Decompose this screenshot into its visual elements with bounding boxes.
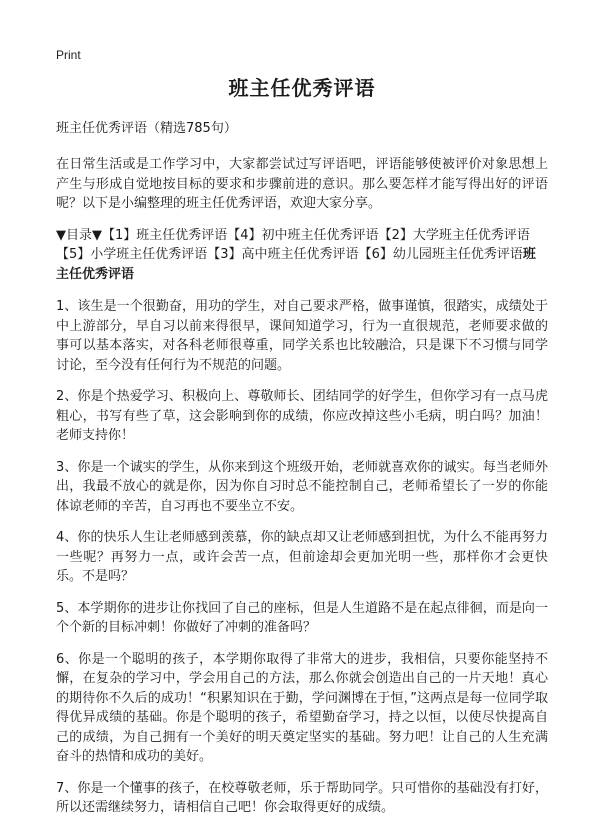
comment-paragraph: 1、该生是一个很勤奋，用功的学生，对自己要求严格，做事谨慎，很踏实，成绩处于中上游部分，早自习以前来得很早，课间知道学习，行为一直很规范，老师要求做的事可以基本落实，对各科老师很尊重，同学关系也比较融洽，只是课下不习惯与同学讨论，至今没有任何行为不规范的问题。: [56, 299, 548, 373]
toc-current-section: 班主任优秀评语: [56, 247, 536, 282]
comment-paragraph: 6、你是一个聪明的孩子，本学期你取得了非常大的进步，我相信，只要你能坚持不懈，在复杂的学习中，学会用自己的方法，那么你就会创造出自己的一片天地！真心的期待你不久后的成功！“积累知识在于勤，学问渊博在于恒，”这两点是每一位同学取得优异成绩的基础。你是个聪明的孩子，希望勤奋学习，持之以恒，以使尽快提高自己的成绩，为自己拥有一个美好的明天奠定坚实的基础。努力吧！让自己的人生充满奋斗的热情和成功的美好。: [56, 651, 548, 764]
document-body: [56, 72, 548, 830]
toc-link-2[interactable]: 【2】大学班主任优秀评语: [378, 227, 530, 243]
toc-link-3[interactable]: 【3】高中班主任优秀评语: [207, 247, 359, 262]
table-of-contents: [56, 226, 548, 285]
comment-paragraph: 4、你的快乐人生让老师感到羡慕，你的缺点却又让老师感到担忧，为什么不能再努力一些呢？再努力一点，或许会苦一点，但前途却会更加光明一些，那样你才会更快乐。不是吗？: [56, 530, 548, 584]
toc-link-5[interactable]: 【5】小学班主任优秀评语: [56, 247, 208, 262]
toc-prefix: ▼目录▼: [56, 227, 102, 243]
comment-paragraph: 7、你是一个懂事的孩子，在校尊敬老师，乐于帮助同学。只可惜你的基础没有打好，所以还需继续努力，请相信自己吧！你会取得更好的成绩。: [56, 780, 548, 815]
toc-link-4[interactable]: 【4】初中班主任优秀评语: [227, 227, 379, 243]
comment-paragraph: 5、本学期你的进步让你找回了自己的座标，但是人生道路不是在起点徘徊，而是向一个个新的目标冲刺！你做好了冲刺的准备吗？: [56, 600, 548, 635]
toc-link-1[interactable]: 【1】班主任优秀评语: [102, 227, 228, 243]
page-subtitle: 班主任优秀评语（精选785句）: [56, 121, 237, 136]
intro-paragraph: 在日常生活或是工作学习中，大家都尝试过写评语吧，评语能够使被评价对象思想上产生与形成自觉地按目标的要求和步骤前进的意识。那么要怎样才能写得出好的评语呢？以下是小编整理的班主任优秀评语，欢迎大家分享。: [56, 157, 548, 211]
comment-paragraph: 2、你是个热爱学习、积极向上、尊敬师长、团结同学的好学生，但你学习有一点马虎粗心，书写有些了草，这会影响到你的成绩，你应改掉这些小毛病，明白吗？加油！老师支持你！: [56, 389, 548, 443]
print-link[interactable]: Print: [56, 48, 81, 62]
comment-paragraph: 3、你是一个诚实的学生，从你来到这个班级开始，老师就喜欢你的诚实。每当老师外出，我最不放心的就是你，因为你自习时总不能控制自己，老师希望长了一岁的你能体谅老师的辛苦，自习再也不要坐立不安。: [56, 459, 548, 514]
page-title: 班主任优秀评语: [228, 76, 376, 100]
toc-link-6[interactable]: 【6】幼儿园班主任优秀评语: [358, 247, 523, 262]
